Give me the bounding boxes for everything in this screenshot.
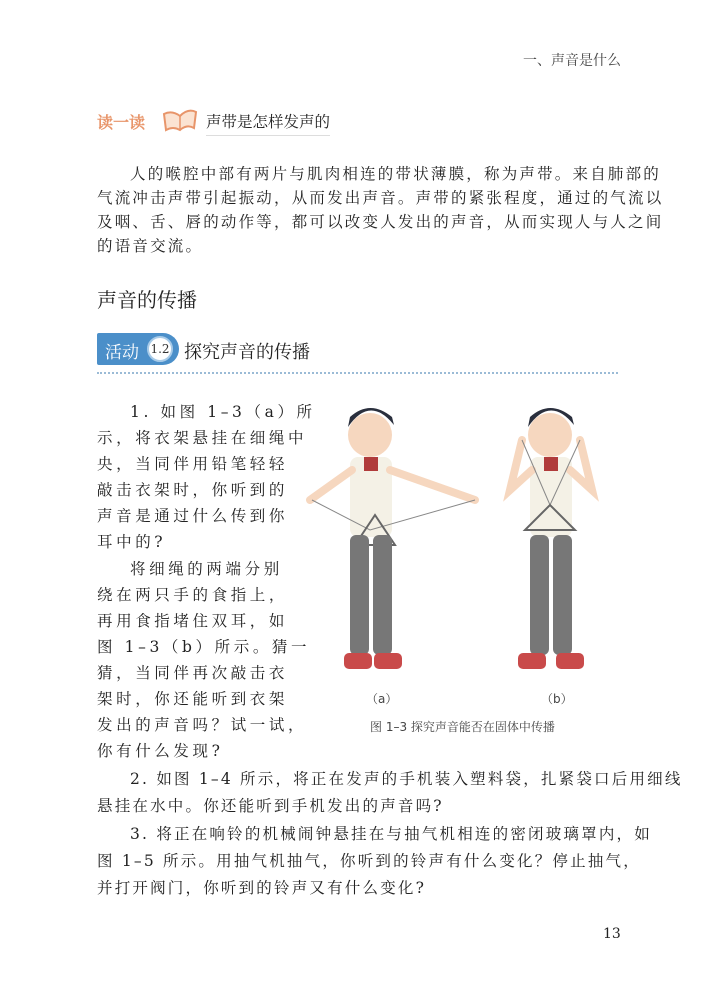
figure-caption: 图 1–3 探究声音能否在固体中传播: [370, 720, 555, 734]
text-line: 图 1–3（b）所示。猜一: [97, 638, 311, 656]
activity-tag: 活动: [105, 343, 139, 363]
text-line: 图 1–5 所示。用抽气机抽气，你听到的铃声有什么变化？停止抽气，: [97, 852, 641, 870]
page-number: 13: [603, 926, 621, 942]
figure-illustration: [300, 395, 620, 690]
text-line: 悬挂在水中。你还能听到手机发出的声音吗?: [97, 797, 444, 815]
text-line: 猜，当同伴再次敲击衣: [97, 664, 289, 682]
text-line: 1. 如图 1–3（a）所: [130, 403, 316, 421]
text-line: 示，将衣架悬挂在细绳中: [97, 429, 308, 447]
section-title: 声音的传播: [97, 288, 197, 312]
text-line: 你有什么发现?: [97, 742, 224, 760]
text-line: 气流冲击声带引起振动，从而发出声音。声带的紧张程度，通过的气流以: [97, 189, 664, 207]
text-line: 再用食指堵住双耳，如: [97, 612, 289, 630]
read-tag: 读一读: [97, 113, 146, 132]
text-line: 2. 如图 1–4 所示，将正在发声的手机装入塑料袋，扎紧袋口后用细线: [130, 770, 683, 788]
text-line: 3. 将正在响铃的机械闹钟悬挂在与抽气机相连的密闭玻璃罩内，如: [130, 825, 652, 843]
text-line: 及咽、舌、唇的动作等，都可以改变人发出的声音，从而实现人与人之间: [97, 213, 664, 231]
figure-label-b: （b）: [541, 692, 573, 706]
running-header: 一、声音是什么: [523, 53, 621, 69]
figure-label-a: （a）: [366, 692, 398, 706]
boy-a-illustration: [310, 408, 475, 669]
text-line: 发出的声音吗？试一试，: [97, 716, 308, 734]
read-title: 声带是怎样发声的: [206, 110, 330, 136]
activity-badge: [97, 333, 179, 365]
text-line: 架时，你还能听到衣架: [97, 690, 289, 708]
text-line: 绕在两只手的食指上，: [97, 586, 289, 604]
activity-number: 1.2: [147, 336, 173, 362]
text-line: 将细绳的两端分别: [130, 560, 283, 578]
text-line: 人的喉腔中部有两片与肌肉相连的带状薄膜，称为声带。来自肺部的: [130, 165, 662, 183]
book-icon: [160, 100, 200, 134]
divider: [97, 372, 618, 374]
text-line: 声音是通过什么传到你: [97, 507, 289, 525]
boy-b-illustration: [510, 408, 592, 669]
text-line: 的语音交流。: [97, 237, 204, 255]
activity-title: 探究声音的传播: [184, 342, 310, 363]
text-line: 耳中的?: [97, 533, 167, 551]
text-line: 央，当同伴用铅笔轻轻: [97, 455, 289, 473]
text-line: 敲击衣架时，你听到的: [97, 481, 289, 499]
text-line: 并打开阀门，你听到的铃声又有什么变化?: [97, 879, 427, 897]
